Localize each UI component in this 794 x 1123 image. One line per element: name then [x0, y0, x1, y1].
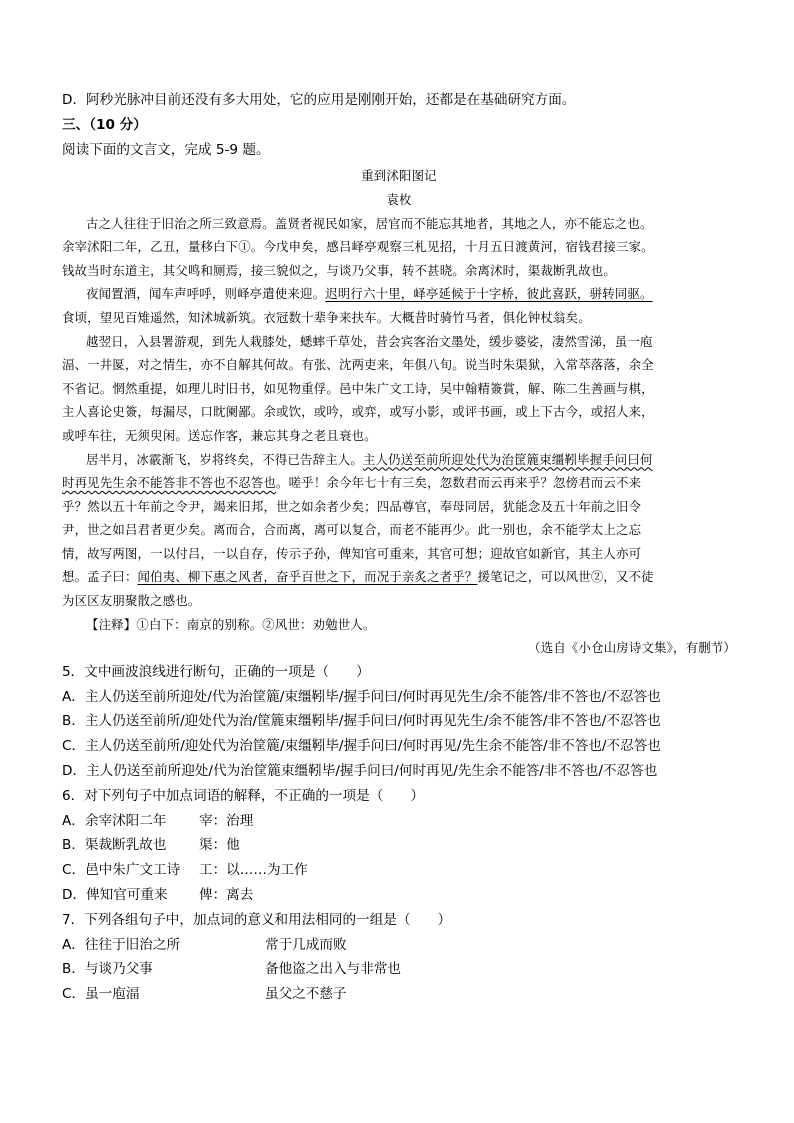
passage-paragraph-1	[62, 212, 736, 283]
answer-option: C．主人仍送至前所/迎处代为治筐簏/束缰靷毕/握手问曰/何时再见/先生余不能答/非不答也/不忍答也	[62, 738, 661, 755]
answer-option	[62, 957, 736, 982]
passage-line: 为区区友朋聚散之感也。	[62, 593, 201, 609]
answer-option: A．主人仍送至前所迎处/代为治筐簏/束缰靷毕/握手问曰/何时再见先生/余不能答/非不答也/不忍答也	[62, 688, 661, 705]
question-5	[62, 660, 736, 784]
passage-paragraph-4	[62, 448, 736, 613]
passage-line: 不省记。惘然重提，如理儿时旧书，如见物重俘。邑中朱广文工诗，吴中翰精簽賞，解、陈二生善画与棋，	[62, 380, 654, 396]
answer-option	[62, 858, 736, 883]
option-sentence: B．与谈乃父事	[62, 961, 153, 978]
answer-option	[62, 883, 736, 908]
passage-title: 重到沭阳图记	[361, 168, 437, 184]
passage-line	[62, 471, 736, 495]
passage-paragraph-3	[62, 330, 736, 448]
passage-line: 乎？然以五十年前之令尹，竭来旧邦，世之如余者少矣；四品尊官，奉母同居，犹能念及五十年前之旧令	[62, 498, 642, 514]
option-explanation: 工：以……为工作	[199, 862, 308, 879]
answer-option	[62, 933, 736, 958]
option-sentence: C．邑中朱广文工诗	[62, 862, 181, 879]
option-sentence: A．余宰沭阳二年	[62, 812, 167, 829]
passage-line: 越翌日，入县署游观，到先人栽膝处，蟋蟀千草处，昔会宾客治文墨处，缓步婆娑，凄然雪涕，虽一庖	[86, 333, 653, 349]
option-comparison: 虽父之不慈子	[265, 986, 347, 1003]
option-sentence: C．虽一庖湢	[62, 986, 140, 1003]
option-comparison: 常于几成而败	[265, 936, 347, 953]
underlined-sentence: 闻伯夷、柳下惠之风者，奋乎百世之下，而况于亲炙之者乎？	[137, 569, 478, 585]
wavy-underlined-text: 时再见先生余不能答非不答也不忍答也	[62, 475, 277, 491]
passage-line	[62, 565, 736, 589]
document-page	[62, 88, 736, 1007]
source-citation: （选自《小仓山房诗文集》，有删节）	[528, 640, 736, 656]
passage-line: 湢、一井匽，对之情生，亦不自解其何故。有张、沈两吏来，年俱八旬。说当时朱渠狱，入常萃落落，余全	[62, 357, 654, 373]
passage-text: 援笔记之，可以风世②，又不徒	[477, 569, 654, 585]
passage-author: 袁枚	[386, 191, 412, 207]
passage-text: 。嗟乎！余今年七十有三矣，忽数君而云再来乎？忽傍君而云不来	[276, 475, 642, 491]
passage-text: 居半月，冰霰渐飞，岁将终矣，不得已告辞主人。	[86, 451, 363, 467]
instruction: 阅读下面的文言文，完成 5-9 题。	[62, 141, 270, 158]
passage-line: 主人喜论史簽，每漏尽，口眈阑鄙。余或饮，或吟，或弈，或写小影，或评书画，或上下古今，或招人来，	[62, 404, 654, 420]
passage-line: 情，故写两图，一以付吕，一以自存，传示子孙，俾知官可重来，其官可想；迎故官如新官，其主人亦可	[62, 545, 642, 561]
answer-option: D．主人仍送至前所迎处/代为治筐簏束缰靷毕/握手问曰/何时再见/先生余不能答/非不答也/不忍答也	[62, 763, 658, 780]
question-stem: 7．下列各组句子中，加点词的意义和用法相同的一组是（ ）	[62, 911, 452, 928]
option-sentence: B．渠裁断乳故也	[62, 837, 167, 854]
answer-option	[62, 809, 736, 834]
passage-text: 夜闻置酒，闻车声呼呼，则峄亭遣使来迎。	[86, 286, 326, 302]
answer-option	[62, 833, 736, 858]
option-explanation: 渠：他	[199, 837, 240, 854]
passage-line	[62, 448, 736, 472]
passage-line: 古之人往往于旧治之所三致意焉。盖贤者视民如家，居官而不能忘其地者，其地之人，亦不能忘之也。	[86, 215, 653, 231]
answer-option	[62, 982, 736, 1007]
question-7	[62, 908, 736, 1007]
passage-line: 或呼车往，无须臾闲。送忘作客，兼忘其身之老且衰也。	[62, 427, 377, 443]
section-heading: 三、（10 分）	[62, 116, 147, 133]
underlined-sentence: 迟明行六十里，峄亭延候于十字桥，彼此喜跃，骈转同驱。	[325, 286, 653, 302]
passage-paragraph-2	[62, 282, 736, 329]
passage-line: 食顷，望见百雉遥然，知沭城新筑。衣冠数十辈争来扶车。大概昔时骑竹马者，俱化钟杖翁矣。	[62, 309, 591, 325]
passage-line	[62, 282, 736, 306]
option-sentence: A．往往于旧治之所	[62, 936, 181, 953]
option-comparison: 备他盗之出入与非常也	[265, 961, 401, 978]
q4-option-d: D．阿秒光脉冲目前还没有多大用处，它的应用是刚刚开始，还都是在基础研究方面。	[62, 92, 576, 108]
passage-text: 想。孟子曰：	[62, 569, 138, 585]
passage-line: 余宰沭阳二年，乙丑，量移白下①。今戊申矣，感吕峄亭观察三札见招，十月五日渡黄河，宿钱君接三家。	[62, 239, 654, 255]
annotation-note: 【注释】①白下：南京的别称。②风世：劝勉世人。	[86, 616, 376, 632]
question-stem: 5．文中画波浪线进行断句，正确的一项是（ ）	[62, 663, 370, 680]
wavy-underlined-text: 主人仍送至前所迎处代为治筐簏束缰靷毕握手问曰何	[363, 451, 653, 467]
question-6	[62, 784, 736, 908]
passage-line: 尹，世之如吕君者更少矣。离而合，合而离，离可以复合，而老不能再少。此一别也，余不能学太上之忘	[62, 522, 642, 538]
option-explanation: 宰：治理	[199, 812, 254, 829]
answer-option: B．主人仍送至前所/迎处代为治/筐簏束缰靷毕/握手问曰/何时再见先生/余不能答/非不答也/不忍答也	[62, 713, 661, 730]
passage-line: 钱故当时东道主，其父鸣和厕焉，接三貌似之，与谈乃父事，转不甚晓。余离沭时，渠裁断乳故也。	[62, 262, 616, 278]
option-sentence: D．俾知官可重来	[62, 887, 168, 904]
question-stem: 6．对下列句子中加点词语的解释，不正确的一项是（ ）	[62, 787, 425, 804]
option-explanation: 俾：离去	[199, 887, 254, 904]
